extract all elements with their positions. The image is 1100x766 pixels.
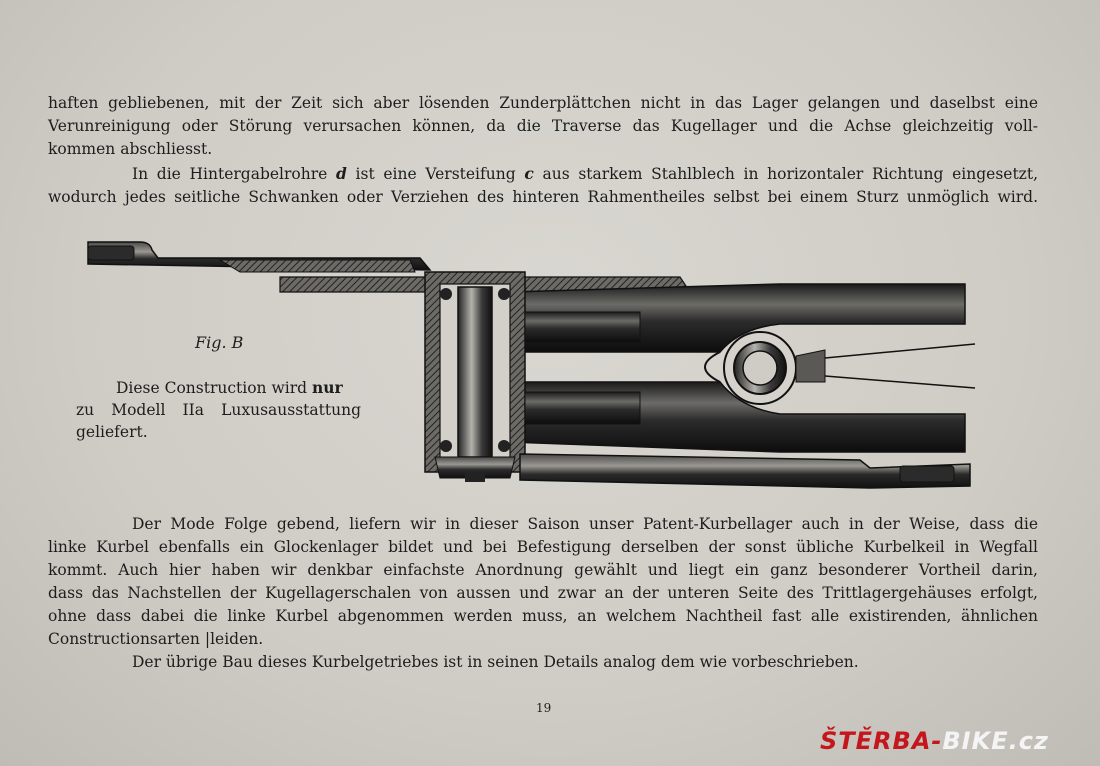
reference-letter-c: c xyxy=(524,164,534,183)
reference-letter-d: d xyxy=(336,164,347,183)
inner-sleeve-lower xyxy=(525,392,640,424)
paragraph-1 xyxy=(48,92,1038,161)
text-line: kommen abschliesst. xyxy=(48,140,213,158)
text-run: ist eine Versteifung xyxy=(346,165,525,183)
site-watermark xyxy=(820,727,1049,755)
text-run: In die Hintergabelrohre xyxy=(132,165,337,183)
crank-bearing-cross-section-illustration xyxy=(80,232,1000,492)
caption-text: Diese Construction wird xyxy=(116,379,312,397)
text-line: kommt. Auch hier haben wir denkbar einfachste Anordnung gewählt und liegt ein ganz besonderer Vortheil darin, xyxy=(48,561,1038,579)
caption-line: zu Modell IIa Luxusausstattung xyxy=(76,401,361,419)
watermark-brand: ŠTĚRBA xyxy=(820,727,932,755)
text-line: ohne dass dabei die linke Kurbel abgenommen werden muss, an welchem Nachtheil fast alle existirenden, ähnlichen xyxy=(48,607,1038,625)
text-line: linke Kurbel ebenfalls ein Glockenlager bildet und bei Befestigung derselben der sonst übliche Kurbelkeil in Wegfall xyxy=(48,538,1038,556)
text-line xyxy=(48,162,1038,186)
paragraph-2 xyxy=(48,162,1038,209)
text-line: Der übrige Bau dieses Kurbelgetriebes ist in seinen Details analog dem wie vorbeschrieben. xyxy=(132,653,859,671)
bearing-housing xyxy=(425,272,525,482)
caption-line: geliefert. xyxy=(76,423,148,441)
inner-sleeve xyxy=(525,312,640,342)
text-line: dass das Nachstellen der Kugellagerschalen von aussen und zwar an der unteren Seite des Trittlagergehäuses erfolgt, xyxy=(48,584,1038,602)
caption-emphasis: nur xyxy=(311,378,343,397)
lower-crank-arm xyxy=(520,454,970,488)
paragraph-4 xyxy=(48,651,1038,674)
paragraph-3 xyxy=(48,513,1038,651)
text-line: haften gebliebenen, mit der Zeit sich aber lösenden Zunderplättchen nicht in das Lager gelangen und daselbst eine xyxy=(48,94,1038,112)
stiffener-ring xyxy=(724,332,975,404)
figure-label: Fig. B xyxy=(195,333,244,352)
text-run: aus starkem Stahlblech in horizontaler Richtung eingesetzt, xyxy=(533,165,1038,183)
upper-crank-arm xyxy=(88,242,430,272)
watermark-suffix: BIKE.cz xyxy=(942,727,1049,755)
text-line: wodurch jedes seitliche Schwanken oder Verziehen des hinteren Rahmentheiles selbst bei einem Sturz unmöglich wird. xyxy=(48,188,1038,206)
watermark-dash: - xyxy=(931,727,943,755)
text-line: Constructionsarten |leiden. xyxy=(48,630,264,648)
text-line: Verunreinigung oder Störung verursachen können, da die Traverse das Kugellager und die Achse gleichzeitig voll- xyxy=(48,117,1038,135)
page-number: 19 xyxy=(536,701,552,715)
text-line: Der Mode Folge gebend, liefern wir in dieser Saison unser Patent-Kurbellager auch in der Weise, dass die xyxy=(132,515,1038,533)
